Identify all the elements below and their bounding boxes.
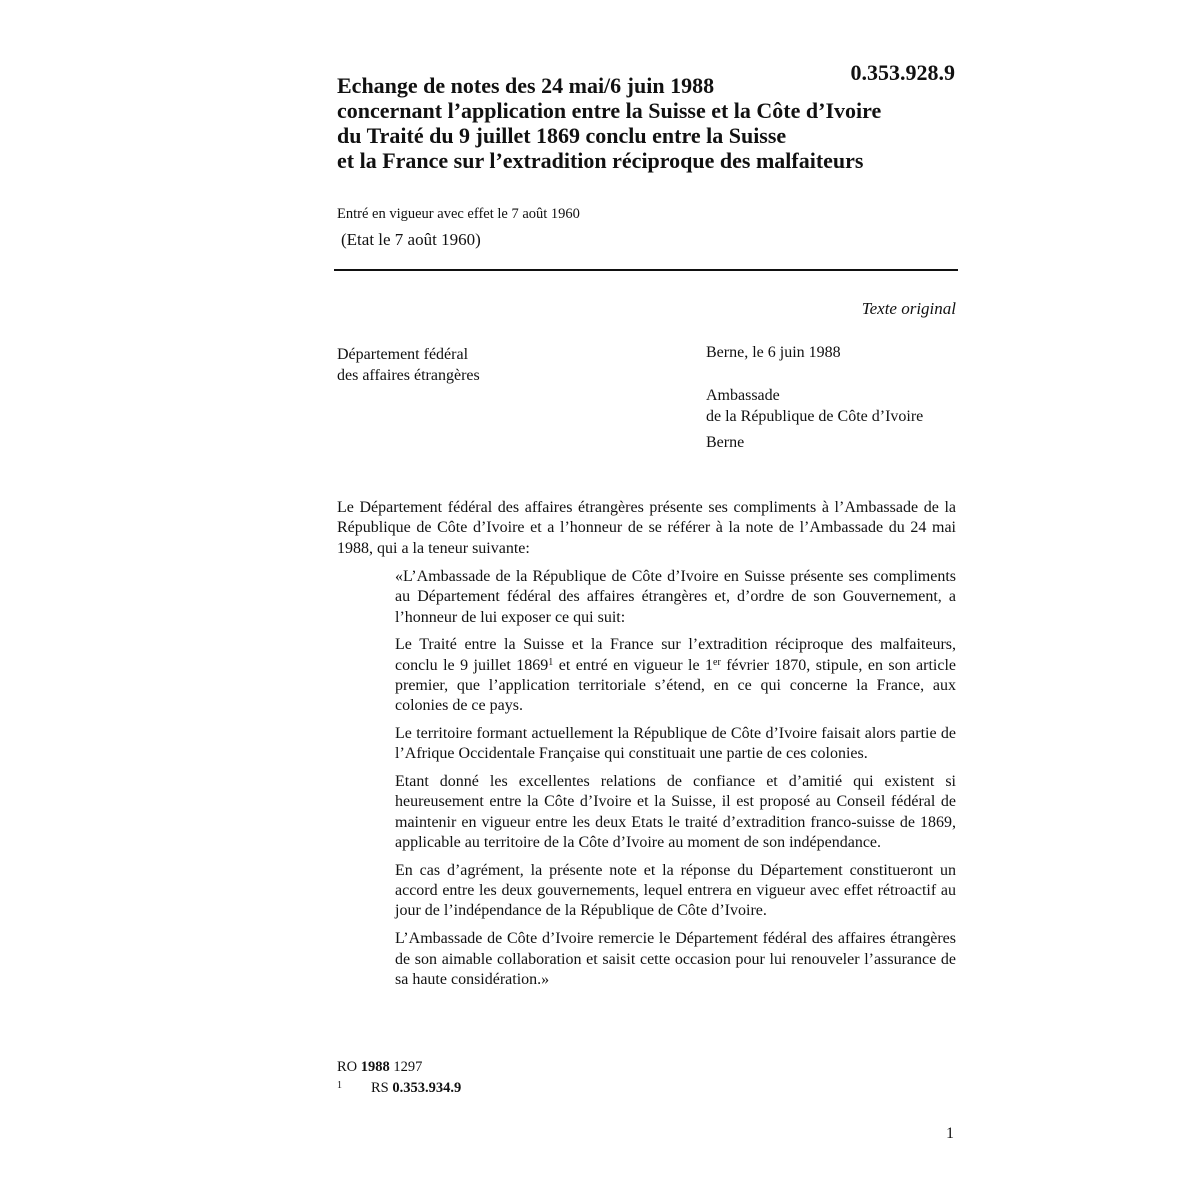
quote-paragraph: Le territoire formant actuellement la République de Côte d’Ivoire faisait alors partie de l’Afrique Occidentale Française qui constituait une partie de ces colonies.: [395, 725, 956, 763]
ro-page: 1297: [389, 1059, 423, 1075]
document-number: 0.353.928.9: [850, 60, 955, 85]
recipient-block: [706, 385, 923, 427]
quote-paragraph: Etant donné les excellentes relations de confiance et d’amitié qui existent si heureusement entre la Côte d’Ivoire et la Suisse, il est proposé au Conseil fédéral de maintenir en vigueur entre les deux Etats le traité d’extradition franco-suisse de 1869, applicable au territoire de la Côte d’Ivoire au moment de son indépendance.: [395, 773, 956, 852]
quote-text: et entré en vigueur le 1: [553, 656, 713, 674]
quote-paragraph: «L’Ambassade de la République de Côte d’Ivoire en Suisse présente ses compliments au Département fédéral des affaires étrangères et, d’ordre de son Gouvernement, a l’honneur de lui exposer ce qui suit:: [395, 568, 956, 626]
rs-number: 0.353.934.9: [392, 1080, 462, 1096]
original-text-label: Texte original: [861, 299, 956, 318]
footnote-mark: 1: [337, 1080, 342, 1091]
sender-line: Département fédéral: [337, 346, 469, 363]
ro-prefix: RO: [337, 1059, 361, 1075]
title-line: et la France sur l’extradition réciproque des malfaiteurs: [337, 148, 864, 173]
quote-paragraph: L’Ambassade de Côte d’Ivoire remercie le Département fédéral des affaires étrangères de son aimable collaboration et saisit cette occasion pour lui renouveler l’assurance de sa haute considération.»: [395, 930, 956, 988]
sender-line: des affaires étrangères: [337, 367, 480, 384]
intro-paragraph: Le Département fédéral des affaires étrangères présente ses compliments à l’Ambassade de la République de Côte d’Ivoire et a l’honneur de se référer à la note de l’Ambassade du 24 mai 1988, qui a la teneur suivante:: [337, 499, 956, 557]
recipient-line: de la République de Côte d’Ivoire: [706, 408, 924, 425]
quote-paragraph: [395, 635, 956, 716]
title-line: du Traité du 9 juillet 1869 conclu entre la Suisse: [337, 123, 787, 148]
title-line: Echange de notes des 24 mai/6 juin 1988: [337, 73, 715, 98]
ordinal-suffix: er: [713, 656, 721, 668]
quoted-note: [395, 567, 956, 998]
quote-paragraph: En cas d’agrément, la présente note et la réponse du Département constitueront un accord entre les deux gouvernements, lequel entrera en vigueur avec effet rétroactif au jour de l’indépendance de la République de Côte d’Ivoire.: [395, 861, 956, 920]
rs-prefix: RS: [371, 1080, 393, 1096]
footnote-ref: 1: [548, 656, 554, 668]
header-divider: [334, 269, 958, 271]
state-date: (Etat le 7 août 1960): [341, 230, 481, 249]
recipient-line: Ambassade: [706, 387, 780, 404]
page-number: 1: [946, 1125, 954, 1142]
sender-block: [337, 344, 480, 386]
ro-reference: [337, 1059, 422, 1076]
quote-text: Le Traité entre la Suisse et la France sur l’extradition réciproque des malfaiteurs, conclu le 9 juillet 1869: [395, 636, 956, 674]
document-title: [337, 73, 977, 173]
place-date: Berne, le 6 juin 1988: [706, 344, 841, 361]
footnote: [337, 1080, 461, 1097]
ro-year: 1988: [360, 1059, 390, 1075]
entry-into-force: Entré en vigueur avec effet le 7 août 1960: [337, 206, 580, 222]
title-line: concernant l’application entre la Suisse et la Côte d’Ivoire: [337, 98, 882, 123]
quote-text: février 1870, stipule, en son article premier, que l’application territoriale s’étend, en ce qui concerne la France, aux colonies de ce pays.: [395, 656, 957, 715]
recipient-city: Berne: [706, 434, 745, 451]
